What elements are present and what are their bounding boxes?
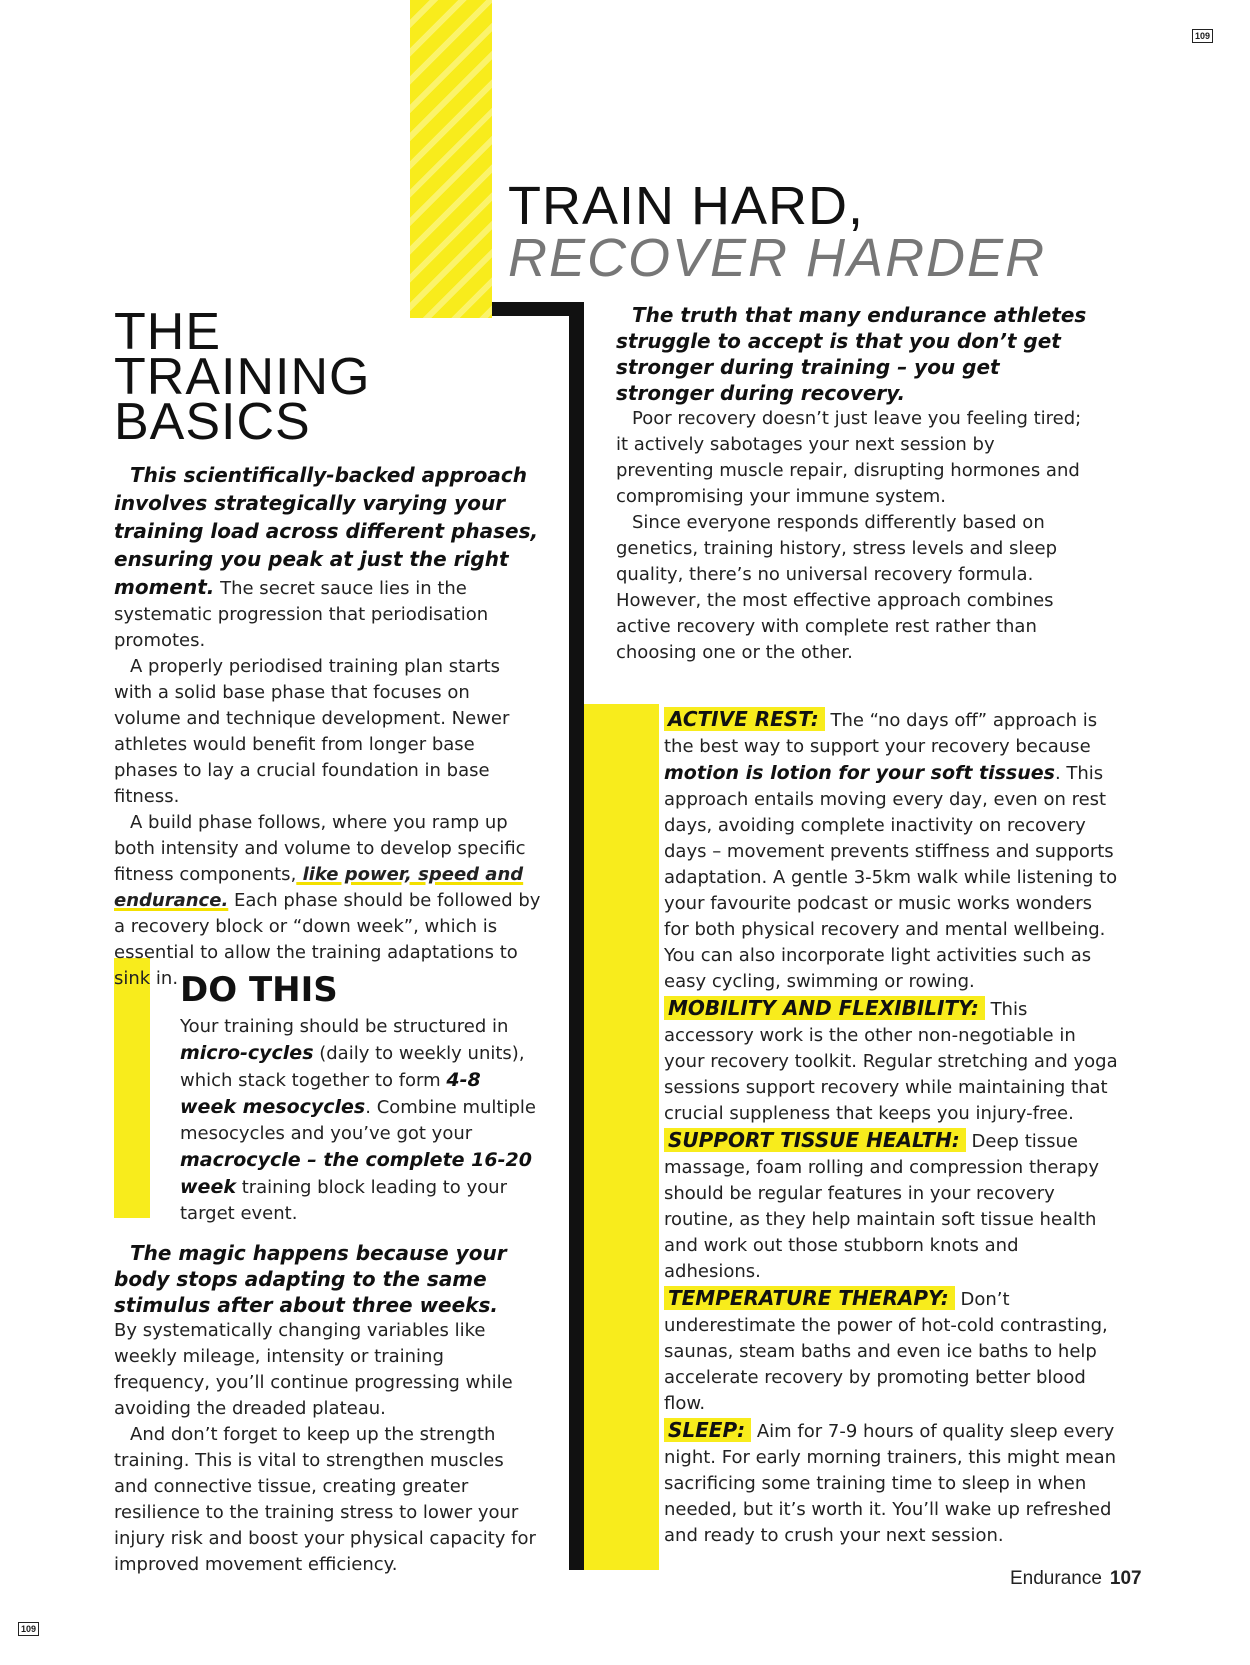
tip-label-mobility: MOBILITY AND FLEXIBILITY: (664, 996, 985, 1020)
do-this-t4: training block leading to your target event. (180, 1177, 507, 1224)
page-badge-bottom: 109 (18, 1622, 39, 1636)
recovery-body (616, 406, 1096, 666)
yellow-side-panel (584, 704, 659, 1570)
tip-sleep (664, 1417, 1120, 1549)
headline-line-2: RECOVER HARDER (508, 228, 1047, 288)
tip-active-rest-t1: The “no days off” approach is the best way to support your recovery because (664, 710, 1098, 757)
magic-body (114, 1318, 542, 1578)
recovery-paragraph-1: Poor recovery doesn’t just leave you feeling tired; it actively sabotages your next session by preventing muscle repair, disrupting hormones and compromising your immune system. (616, 408, 1082, 507)
tip-temperature-text: Don’t underestimate the power of hot-cold contrasting, saunas, steam baths and even ice baths to help accelerate recovery by promoting better blood flow. (664, 1289, 1108, 1414)
basics-lead: This scientifically-backed approach involves strategically varying your training load across different phases, ensuring you peak at just the right moment. (114, 463, 539, 599)
magic-paragraph-1: By systematically changing variables like weekly mileage, intensity or training frequency, you’ll continue progressing while avoiding the dreaded plateau. (114, 1320, 513, 1419)
title-line-training: TRAINING (114, 348, 371, 406)
do-this-t3: . Combine multiple mesocycles and you’ve got your (180, 1097, 536, 1144)
title-line-basics: BASICS (114, 393, 311, 451)
do-this-title: DO THIS (180, 970, 338, 1010)
tip-active-rest (664, 706, 1120, 995)
page-footer (1010, 1568, 1142, 1590)
tip-tissue-text: Deep tissue massage, foam rolling and compression therapy should be regular features in your recovery routine, as they help maintain soft tissue health and work out those stubborn knots and adhesions. (664, 1131, 1099, 1282)
tip-active-rest-bold: motion is lotion for your soft tissues (664, 762, 1055, 784)
recovery-lead: The truth that many endurance athletes struggle to accept is that you don’t get stronger during training – you get stronger during recovery. (616, 303, 1087, 405)
tip-sleep-text: Aim for 7-9 hours of quality sleep every night. For early morning trainers, this might mean sacrificing some training time to sleep in when needed, but it’s worth it. You’ll wake up refreshed and ready to crush your next session. (664, 1421, 1117, 1546)
do-this-macrocycle: macrocycle – the complete 16-20 week (180, 1149, 532, 1198)
recovery-intro (616, 302, 1096, 666)
title-line-the: THE (114, 303, 221, 361)
tip-label-temperature: TEMPERATURE THERAPY: (664, 1286, 955, 1310)
magic-section (114, 1240, 542, 1578)
tip-temperature (664, 1285, 1120, 1417)
do-this-t2: (daily to weekly units), which stack together to form (180, 1043, 525, 1091)
basics-paragraph-1 (114, 462, 542, 654)
magic-paragraph-2: And don’t forget to keep up the strength training. This is vital to strengthen muscles and connective tissue, creating greater resilience to the training stress to lower your injury risk and boost your physical capacity for improved movement efficiency. (114, 1424, 536, 1575)
hatched-yellow-bar (410, 0, 492, 318)
section-title-basics (114, 303, 434, 451)
do-this-text (180, 1014, 540, 1227)
recovery-paragraph-2: Since everyone responds differently based on genetics, training history, stress levels and sleep quality, there’s no universal recovery formula. However, the most effective approach combines active recovery with complete rest rather than choosing one or the other. (616, 512, 1057, 663)
basics-paragraph-3 (114, 810, 542, 992)
do-this-box (180, 970, 540, 1227)
tip-label-sleep: SLEEP: (664, 1418, 751, 1442)
tip-tissue (664, 1127, 1120, 1285)
tip-mobility (664, 995, 1120, 1127)
tip-active-rest-t2: . This approach entails moving every day, even on rest days, avoiding complete inactivity on recovery days – movement prevents stiffness and supports adaptation. A gentle 3-5km walk while listening to your favourite podcast or music works wonders for both physical recovery and mental wellbeing. You can also incorporate light activities such as easy cycling, swimming or rowing. (664, 763, 1118, 992)
basics-body (114, 462, 542, 992)
basics-p3-highlight: like power, speed and endurance. (114, 864, 524, 911)
do-this-mesocycles: 4-8 week mesocycles (180, 1069, 481, 1118)
page-badge-top: 109 (1192, 29, 1213, 43)
basics-p3-end: Each phase should be followed by a recovery block or “down week”, which is essential to allow the training adaptations to sink in. (114, 890, 541, 989)
recovery-tips (664, 706, 1120, 1549)
basics-lead-tail: The secret sauce lies in the systematic progression that periodisation promotes. (114, 578, 489, 651)
headline-line-1: TRAIN HARD, (508, 176, 865, 236)
tip-label-active-rest: ACTIVE REST: (664, 707, 825, 731)
do-this-accent-bar (114, 958, 150, 1218)
tip-mobility-text: This accessory work is the other non-negotiable in your recovery toolkit. Regular stretching and yoga sessions support recovery while maintaining that crucial suppleness that keeps you injury-free. (664, 999, 1118, 1124)
footer-page-number: 107 (1109, 1568, 1142, 1589)
black-vertical-rule (569, 302, 584, 1570)
footer-magazine-name: Endurance (1010, 1568, 1102, 1589)
magic-lead: The magic happens because your body stops adapting to the same stimulus after about three weeks. (114, 1241, 507, 1317)
basics-paragraph-2: A properly periodised training plan starts with a solid base phase that focuses on volume and technique development. Newer athletes would benefit from longer base phases to lay a crucial foundation in base fitness. (114, 656, 510, 807)
tip-label-tissue: SUPPORT TISSUE HEALTH: (664, 1128, 966, 1152)
headline (508, 176, 1208, 288)
do-this-micro-cycles: micro-cycles (180, 1042, 314, 1064)
basics-p3-start: A build phase follows, where you ramp up both intensity and volume to develop specific fitness components, (114, 812, 526, 885)
do-this-t1: Your training should be structured in (180, 1016, 509, 1037)
